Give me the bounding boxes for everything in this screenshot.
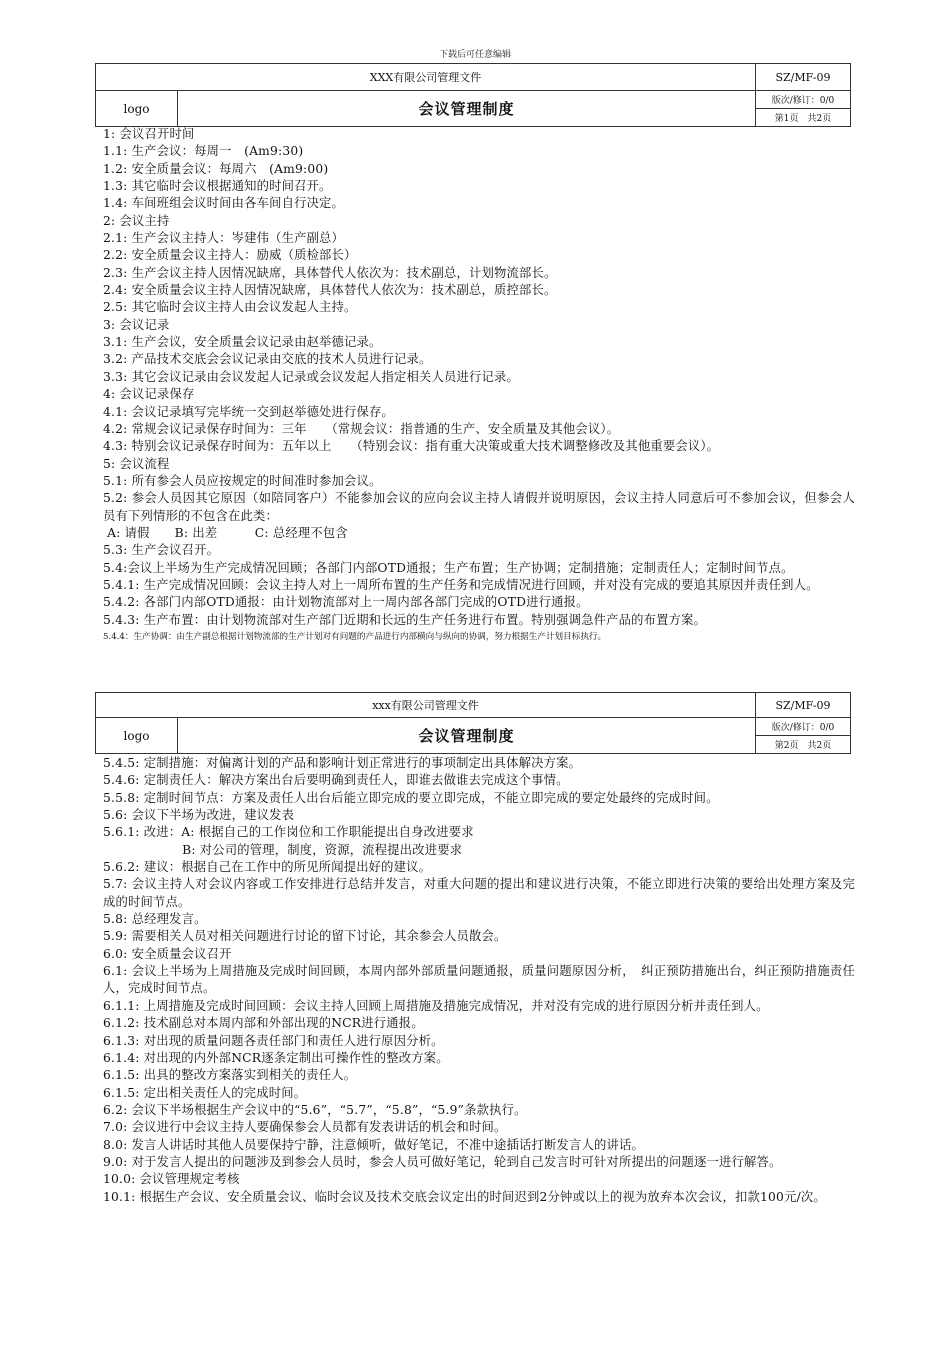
text-line: 5.6.1: 改进：A: 根据自己的工作岗位和工作职能提出自身改进要求 — [103, 825, 474, 840]
download-note: 下载后可任意编辑 — [438, 50, 511, 60]
text-line: 1: 会议召开时间 — [103, 127, 195, 141]
text-line: 5.4.2: 各部门内部OTD通报：由计划物流部对上一周内部各部门完成的OTD进行通报。 — [103, 595, 589, 610]
text-line: 3.2: 产品技术交底会会议记录由交底的技术人员进行记录。 — [103, 352, 432, 367]
text-line: B: 对公司的管理，制度，资源，流程提出改进要求 — [103, 842, 463, 857]
text-line: 6.1.2: 技术副总对本周内部和外部出现的NCR进行通报。 — [103, 1016, 424, 1031]
text-paragraph: 5.2: 参会人员因其它原因（如陪同客户）不能参加会议的应向会议主持人请假并说明原因，会议主持人同意后可不参加会议，但参会人员有下列情形的不包含在此类： — [103, 491, 855, 523]
text-line: 5.3: 生产会议召开。 — [103, 543, 220, 558]
text-paragraph: 5.7: 会议主持人对会议内容或工作安排进行总结并发言，对重大问题的提出和建议进行决策，不能立即进行决策的要给出处理方案及完成的时间节点。 — [103, 877, 855, 909]
text-paragraph: 6.1.1: 上周措施及完成时间回顾：会议主持人回顾上周措施及措施完成情况，并对没有完成的进行原因分析并责任到人。 — [103, 998, 769, 1013]
text-line: 5.4.3: 生产布置：由计划物流部对生产部门近期和长远的生产任务进行布置。特别强调急件产品的布置方案。 — [103, 612, 707, 627]
text-line: 2.1: 生产会议主持人：岑建伟（生产副总） — [103, 231, 345, 246]
text-line: 5.5.8: 定制时间节点：方案及责任人出台后能立即完成的要立即完成，不能立即完成的要定处最终的完成时间。 — [103, 790, 719, 805]
text-line: 3.3: 其它会议记录由会议发起人记录或会议发起人指定相关人员进行记录。 — [103, 369, 520, 384]
text-line: 8.0: 发言人讲话时其他人员要保持宁静，注意倾听，做好笔记，不准中途插话打断发言人的讲话。 — [103, 1137, 644, 1152]
text-paragraph: 9.0: 对于发言人提出的问题涉及到参会人员时，参会人员可做好笔记，轮到自己发言时可针对所提出的问题逐一进行解答。 — [103, 1154, 782, 1169]
text-line: 7.0: 会议进行中会议主持人要确保参会人员都有发表讲话的机会和时间。 — [103, 1120, 507, 1135]
text-line: 1.4: 车间班组会议时间由各车间自行决定。 — [103, 196, 345, 211]
revision-info: 版次/修订：0/0 — [756, 91, 851, 109]
text-line: 6.1.5: 定出相关责任人的完成时间。 — [103, 1085, 307, 1100]
logo: logo — [96, 91, 178, 127]
text-line: 4.2: 常规会议记录保存时间为：三年 （常规会议：指普通的生产、安全质量及其他会议）。 — [103, 421, 620, 436]
text-paragraph: 5.4.1: 生产完成情况回顾：会议主持人对上一周所布置的生产任务和完成情况进行回顾，并对没有完成的要追其原因并责任到人。 — [103, 577, 819, 592]
text-line-small: 5.4.4：生产协调：由生产副总根据计划物流部的生产计划对有问题的产品进行内部横向与纵向的协调，努力根据生产计划目标执行。 — [103, 631, 607, 642]
text-line: 4: 会议记录保存 — [103, 387, 195, 402]
revision-info: 版次/修订：0/0 — [756, 718, 851, 736]
page2-body — [103, 755, 855, 1206]
page-info: 第2页 共2页 — [756, 736, 851, 754]
header-table-page2 — [95, 692, 851, 754]
text-line: 2.5: 其它临时会议主持人由会议发起人主持。 — [103, 300, 357, 315]
text-line: 5.4.5: 定制措施：对偏离计划的产品和影响计划正常进行的事项制定出具体解决方案。 — [103, 756, 582, 770]
text-line: 3.1: 生产会议，安全质量会议记录由赵举德记录。 — [103, 335, 382, 350]
text-line: 5.6.2: 建议：根据自己在工作中的所见所闻提出好的建议。 — [103, 860, 432, 875]
text-line: 2: 会议主持 — [103, 213, 170, 228]
doc-title: 会议管理制度 — [178, 91, 756, 127]
text-line: 6.2: 会议下半场根据生产会议中的“5.6”，“5.7”，“5.8”，“5.9”条款执行。 — [103, 1102, 527, 1117]
text-line: 4.1: 会议记录填写完毕统一交到赵举德处进行保存。 — [103, 404, 395, 419]
logo: logo — [96, 718, 178, 754]
text-line: 1.1: 生产会议：每周一 (Am9:30) — [103, 144, 304, 159]
text-line: 1.3: 其它临时会议根据通知的时间召开。 — [103, 179, 332, 194]
text-line: 3: 会议记录 — [103, 317, 170, 332]
text-line: 5.8: 总经理发言。 — [103, 912, 207, 927]
company-name: XXX有限公司管理文件 — [96, 64, 756, 91]
text-line: 2.4: 安全质量会议主持人因情况缺席，具体替代人依次为：技术副总，质控部长。 — [103, 283, 557, 298]
doc-code: SZ/MF-09 — [756, 693, 851, 718]
header-table-page1 — [95, 63, 851, 127]
text-paragraph: 6.1: 会议上半场为上周措施及完成时间回顾，本周内部外部质量问题通报，质量问题原因分析， 纠正预防措施出台，纠正预防措施责任人，完成时间节点。 — [103, 964, 855, 996]
text-line: 2.3: 生产会议主持人因情况缺席，具体替代人依次为：技术副总，计划物流部长。 — [103, 265, 557, 280]
text-line: 5.9: 需要相关人员对相关问题进行讨论的留下讨论，其余参会人员散会。 — [103, 929, 507, 944]
text-line: 6.0: 安全质量会议召开 — [103, 946, 232, 961]
text-line: 5.6: 会议下半场为改进，建议发表 — [103, 808, 295, 823]
page1-body — [103, 126, 855, 645]
doc-code: SZ/MF-09 — [756, 64, 851, 91]
page-info: 第1页 共2页 — [756, 109, 851, 127]
text-line: 6.1.3: 对出现的质量问题各责任部门和责任人进行原因分析。 — [103, 1033, 444, 1048]
text-line: 2.2: 安全质量会议主持人：励威（质检部长） — [103, 248, 357, 263]
text-line: 1.2: 安全质量会议：每周六 (Am9:00) — [103, 161, 329, 176]
text-line: 4.3: 特别会议记录保存时间为：五年以上 （特别会议：指有重大决策或重大技术调整修改及其他重要会议）。 — [103, 439, 720, 454]
text-line: 6.1.5: 出具的整改方案落实到相关的责任人。 — [103, 1068, 357, 1083]
text-paragraph: 10.1: 根据生产会议、安全质量会议、临时会议及技术交底会议定出的时间迟到2分钟或以上的视为放弃本次会议，扣款100元/次。 — [103, 1189, 826, 1204]
company-name: xxx有限公司管理文件 — [96, 693, 756, 718]
text-line: 5.4.6: 定制责任人：解决方案出台后要明确到责任人，即谁去做谁去完成这个事情。 — [103, 773, 569, 788]
text-line: 5.1: 所有参会人员应按规定的时间准时参加会议。 — [103, 473, 382, 488]
text-line: A: 请假 B: 出差 C: 总经理不包含 — [103, 525, 348, 540]
text-line: 5: 会议流程 — [103, 456, 170, 471]
doc-title: 会议管理制度 — [178, 718, 756, 754]
text-line: 6.1.4: 对出现的内外部NCR逐条定制出可操作性的整改方案。 — [103, 1050, 449, 1065]
text-paragraph: 5.4:会议上半场为生产完成情况回顾；各部门内部OTD通报；生产布置；生产协调；定制措施；定制责任人；定制时间节点。 — [103, 560, 794, 575]
text-line: 10.0: 会议管理规定考核 — [103, 1172, 240, 1187]
